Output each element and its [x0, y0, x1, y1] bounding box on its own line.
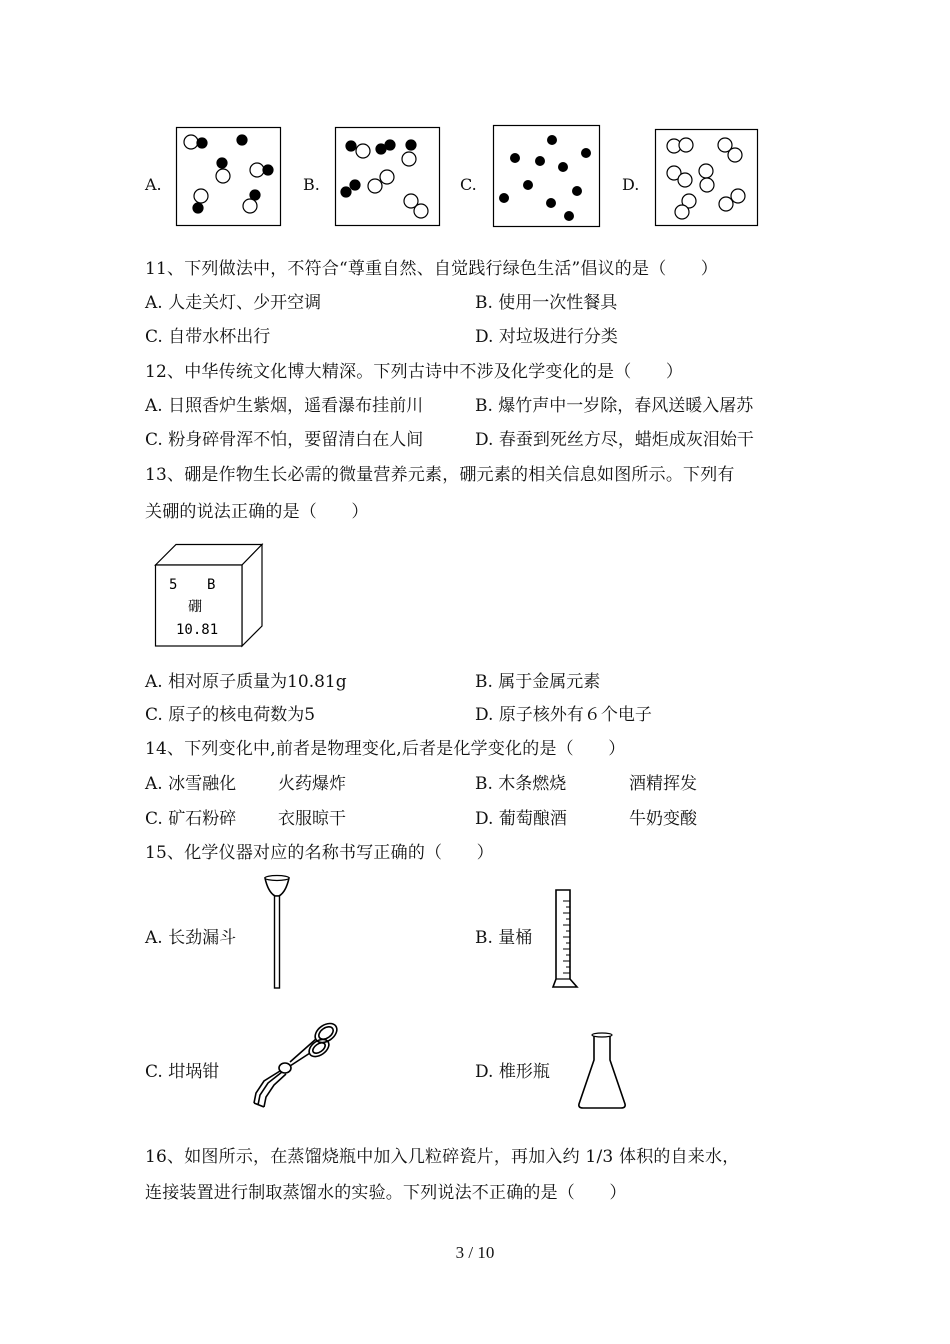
q13-option-b: B. 属于金属元素 [475, 672, 601, 692]
option-c-label: C. [460, 175, 477, 194]
q13-option-a: A. 相对原子质量为10.81g [145, 672, 347, 692]
q14-option-c-first: C. 矿石粉碎 [145, 809, 237, 829]
crucible-tongs-icon [252, 1017, 344, 1109]
q15-option-a: A. 长劲漏斗 [145, 928, 237, 948]
q15-stem: 15、化学仪器对应的名称书写正确的（ ） [145, 843, 494, 863]
boron-symbol: B [207, 577, 216, 593]
q11-stem: 11、下列做法中，不符合“尊重自然、自觉践行绿色生活”倡议的是（ ） [145, 259, 719, 279]
particle-diagram-b [335, 127, 440, 226]
boron-name: 硼 [188, 599, 202, 615]
q12-option-c: C. 粉身碎骨浑不怕，要留清白在人间 [145, 430, 424, 450]
boron-atomic-number: 5 [169, 577, 178, 593]
particle-diagram-d [655, 129, 758, 226]
q15-option-c: C. 坩埚钳 [145, 1062, 220, 1082]
q11-option-c: C. 自带水杯出行 [145, 327, 271, 347]
q11-option-b: B. 使用一次性餐具 [475, 293, 618, 313]
q15-option-d: D. 椎形瓶 [475, 1062, 550, 1082]
q14-option-d-second: 牛奶变酸 [629, 809, 697, 829]
q12-option-d: D. 春蚕到死丝方尽，蜡炬成灰泪始干 [475, 430, 754, 450]
q14-option-a-second: 火药爆炸 [278, 774, 346, 794]
long-neck-funnel-icon [262, 874, 292, 990]
graduated-cylinder-icon [550, 889, 580, 991]
boron-atomic-mass: 10.81 [176, 622, 219, 638]
q15-option-b: B. 量桶 [475, 928, 533, 948]
q16-stem-line2: 连接装置进行制取蒸馏水的实验。下列说法不正确的是（ ） [145, 1183, 627, 1203]
q13-stem-line2: 关硼的说法正确的是（ ） [145, 502, 369, 522]
q11-option-d: D. 对垃圾进行分类 [475, 327, 618, 347]
q14-option-b-second: 酒精挥发 [629, 774, 697, 794]
q14-option-a-first: A. 冰雪融化 [145, 774, 237, 794]
q13-stem-line1: 13、硼是作物生长必需的微量营养元素，硼元素的相关信息如图所示。下列有 [145, 465, 735, 485]
page-number: 3 / 10 [455, 1243, 495, 1262]
q12-option-a: A. 日照香炉生紫烟，遥看瀑布挂前川 [145, 396, 424, 416]
q16-stem-line1: 16、如图所示，在蒸馏烧瓶中加入几粒碎瓷片，再加入约 1/3 体积的自来水， [145, 1147, 740, 1167]
option-a-label: A. [145, 175, 162, 194]
q12-option-b: B. 爆竹声中一岁除，春风送暖入屠苏 [475, 396, 754, 416]
q11-option-a: A. 人走关灯、少开空调 [145, 293, 322, 313]
particle-diagram-c [493, 125, 600, 227]
q13-option-c: C. 原子的核电荷数为5 [145, 705, 316, 725]
q14-option-d-first: D. 葡萄酿酒 [475, 809, 567, 829]
boron-element-cube [155, 544, 265, 648]
option-b-label: B. [303, 175, 320, 194]
particle-diagram-a [176, 127, 281, 226]
q13-option-d: D. 原子核外有６个电子 [475, 705, 652, 725]
q14-option-c-second: 衣服晾干 [278, 809, 346, 829]
option-d-label: D. [622, 175, 640, 194]
q14-option-b-first: B. 木条燃烧 [475, 774, 567, 794]
q12-stem: 12、中华传统文化博大精深。下列古诗中不涉及化学变化的是（ ） [145, 362, 684, 382]
q14-stem: 14、下列变化中,前者是物理变化,后者是化学变化的是（ ） [145, 739, 626, 759]
conical-flask-icon [577, 1032, 627, 1110]
